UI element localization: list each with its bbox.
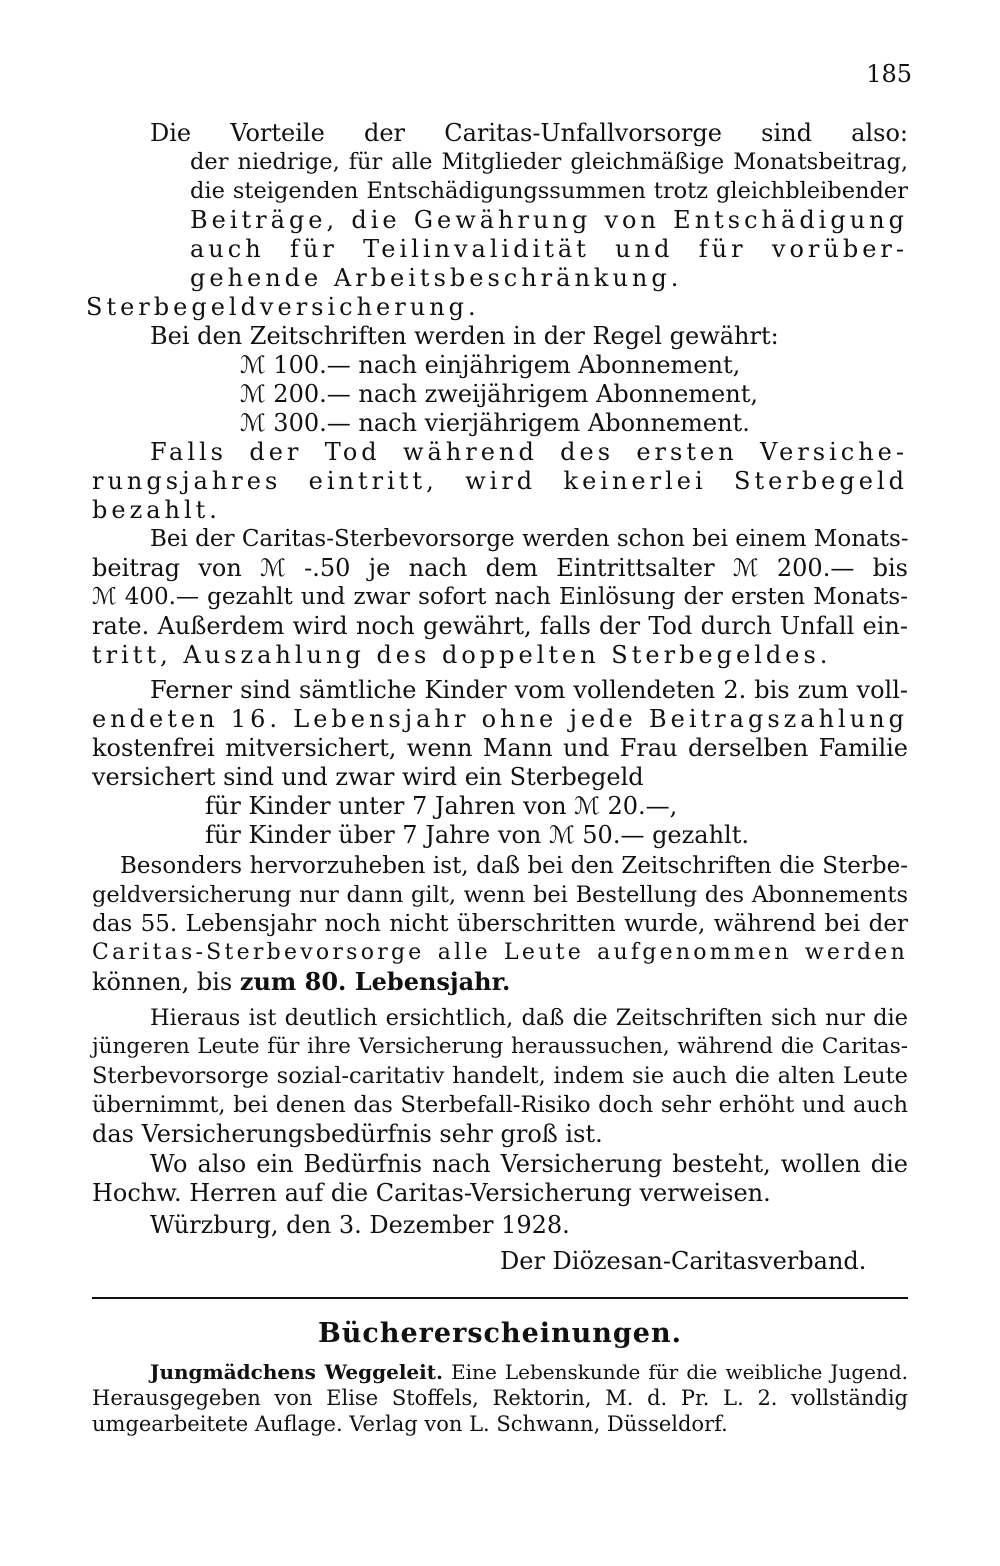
- text-run: können, bis: [92, 968, 233, 996]
- dateline: Würzburg, den 3. Dezember 1928.: [150, 1211, 570, 1239]
- book-subtitle: Eine Lebenskunde für die weibliche Jugend.: [451, 1360, 908, 1384]
- text-line: Besonders hervorzuheben ist, daß bei den Zeitschriften die Sterbe-: [120, 853, 908, 879]
- text-line: Ferner sind sämtliche Kinder vom vollendeten 2. bis zum voll-: [150, 676, 908, 704]
- emphasis-text: zum 80. Lebensjahr.: [239, 967, 511, 996]
- book-entry-line: Herausgegeben von Elise Stoffels, Rektorin, M. d. Pr. L. 2. vollständig: [92, 1386, 908, 1410]
- section-divider: [92, 1297, 908, 1299]
- text-line: ℳ 200.— nach zweijährigem Abonnement,: [240, 380, 758, 408]
- book-entry-line: [150, 1358, 908, 1386]
- text-line: gehende Arbeitsbeschränkung.: [190, 264, 683, 292]
- text-line: Sterbevorsorge sozial-caritativ handelt, indem sie auch die alten Leute: [92, 1063, 908, 1089]
- text-line: ℳ 300.— nach vierjährigem Abonnement.: [240, 409, 750, 437]
- text-line: endeten 16. Lebensjahr ohne jede Beitragszahlung: [92, 705, 908, 733]
- text-line: rate. Außerdem wird noch gewährt, falls der Tod durch Unfall ein-: [92, 612, 908, 640]
- text-line: die steigenden Entschädigungssummen trotz gleichbleibender: [190, 178, 908, 204]
- page-number: 185: [866, 60, 912, 88]
- text-line: jüngeren Leute für ihre Versicherung heraussuchen, während die Caritas-: [92, 1034, 908, 1059]
- text-line: Beiträge, die Gewährung von Entschädigung: [190, 206, 908, 234]
- text-line: beitrag von ℳ -.50 je nach dem Eintrittsalter ℳ 200.— bis: [92, 554, 908, 582]
- text-line: versichert sind und zwar wird ein Sterbegeld: [92, 763, 644, 791]
- text-line: geldversicherung nur dann gilt, wenn bei Bestellung des Abonnements: [92, 882, 908, 908]
- text-line: ℳ 400.— gezahlt und zwar sofort nach Einlösung der ersten Monats-: [92, 584, 908, 610]
- text-line: das 55. Lebensjahr noch nicht überschritten wurde, während bei der: [92, 911, 908, 937]
- text-line: für Kinder unter 7 Jahren von ℳ 20.—,: [205, 792, 678, 820]
- text-line: ℳ 100.— nach einjährigem Abonnement,: [240, 351, 741, 379]
- text-line: übernimmt, bei denen das Sterbefall-Risiko doch sehr erhöht und auch: [92, 1092, 908, 1118]
- text-line: Caritas-Sterbevorsorge alle Leute aufgenommen werden: [92, 940, 908, 965]
- text-line: Bei den Zeitschriften werden in der Regel gewährt:: [150, 322, 779, 350]
- text-line: Hieraus ist deutlich ersichtlich, daß die Zeitschriften sich nur die: [150, 1005, 908, 1031]
- text-line: Bei der Caritas-Sterbevorsorge werden schon bei einem Monats-: [150, 526, 909, 552]
- book-title: Jungmädchens Weggeleit.: [150, 1360, 443, 1384]
- text-line: bezahlt.: [92, 496, 221, 524]
- text-line: Hochw. Herren auf die Caritas-Versicherung verweisen.: [92, 1179, 771, 1207]
- text-line: rungsjahres eintritt, wird keinerlei Sterbegeld: [92, 467, 908, 495]
- text-line: für Kinder über 7 Jahre von ℳ 50.— gezahlt.: [205, 821, 749, 849]
- text-line: auch für Teilinvalidität und für vorüber-: [190, 235, 908, 263]
- book-entry-line: umgearbeitete Auflage. Verlag von L. Schwann, Düsseldorf.: [92, 1412, 728, 1436]
- text-line: Falls der Tod während des ersten Versiche-: [150, 438, 908, 466]
- signature: Der Diözesan-Caritasverband.: [500, 1247, 867, 1275]
- text-line: tritt, Auszahlung des doppelten Sterbegeldes.: [92, 641, 832, 669]
- text-line: Die Vorteile der Caritas-Unfallvorsorge sind also:: [150, 119, 908, 147]
- text-line: Wo also ein Bedürfnis nach Versicherung besteht, wollen die: [150, 1150, 908, 1178]
- section-title: Sterbegeldversicherung.: [86, 293, 480, 321]
- books-heading: Büchererscheinungen.: [317, 1318, 682, 1349]
- text-line: das Versicherungsbedürfnis sehr groß ist.: [92, 1120, 603, 1148]
- text-line: der niedrige, für alle Mitglieder gleichmäßige Monatsbeitrag,: [190, 149, 908, 175]
- text-line: kostenfrei mitversichert, wenn Mann und Frau derselben Familie: [92, 734, 908, 762]
- text-line: [92, 967, 510, 997]
